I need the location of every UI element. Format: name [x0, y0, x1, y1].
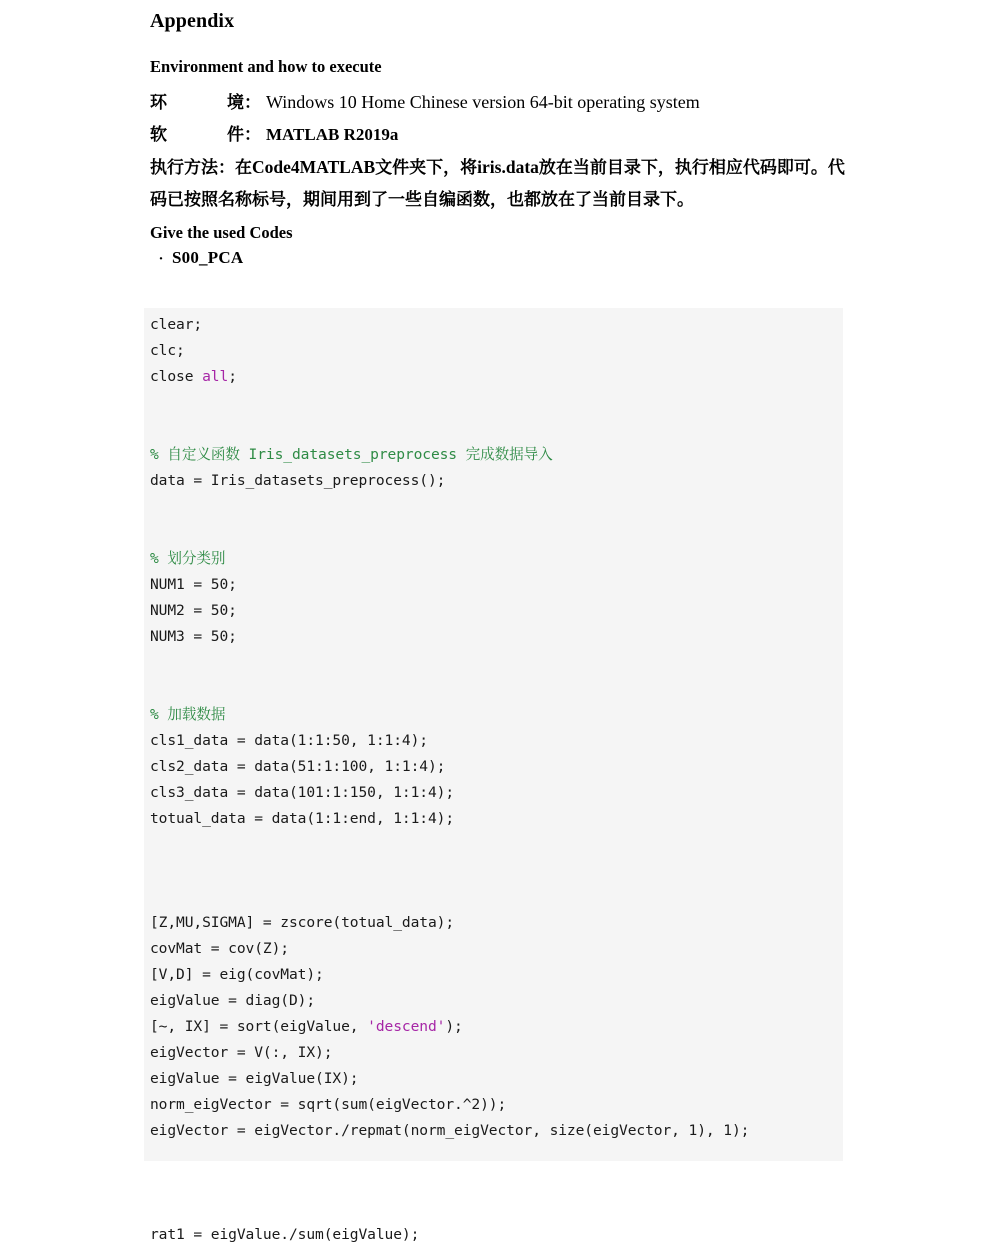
- software-row-colon: ：: [244, 125, 261, 145]
- code-line: [150, 442, 843, 468]
- code-token-plain: totual_data = data(1:1:end, 1:1:4);: [150, 810, 455, 827]
- code-line: [150, 1092, 843, 1118]
- code-line: [150, 910, 843, 936]
- exec-paragraph-run-1: Code4MATLAB: [252, 157, 376, 177]
- code-token-plain: clear;: [150, 316, 203, 333]
- code-line: [150, 884, 843, 910]
- code-token-plain: [~, IX] = sort(eigValue,: [150, 1018, 368, 1035]
- code-line: [150, 598, 843, 624]
- code-token-plain: NUM1 = 50;: [150, 576, 237, 593]
- environment-row: [150, 87, 850, 119]
- code-token-plain: cls2_data = data(51:1:100, 1:1:4);: [150, 758, 446, 775]
- code-token-plain: data = Iris_datasets_preprocess();: [150, 472, 446, 489]
- code-line: [150, 1066, 843, 1092]
- code-line: [150, 312, 843, 338]
- code-line: [150, 390, 843, 416]
- code-token-plain: eigValue = diag(D);: [150, 992, 316, 1009]
- exec-paragraph-run-3: iris.data: [477, 157, 539, 177]
- code-line: [150, 988, 843, 1014]
- software-row-label: 软件: [150, 125, 244, 145]
- code-line: [150, 364, 843, 390]
- codes-heading: Give the used Codes: [150, 223, 293, 242]
- code-token-keyword: all: [202, 368, 229, 385]
- code-line: [150, 702, 843, 728]
- bullet-dot-icon: ·: [158, 251, 164, 267]
- code-token-plain: cls3_data = data(101:1:150, 1:1:4);: [150, 784, 455, 801]
- code-token-comment: % 加载数据: [150, 706, 226, 723]
- code-token-plain: cls1_data = data(1:1:50, 1:1:4);: [150, 732, 428, 749]
- code-token-plain: eigValue = eigValue(IX);: [150, 1070, 359, 1087]
- code-bullet-item: [150, 246, 850, 271]
- code-line: [150, 494, 843, 520]
- code-line: [150, 962, 843, 988]
- code-line: [150, 468, 843, 494]
- code-token-plain: eigVector = V(:, IX);: [150, 1044, 333, 1061]
- code-token-plain: NUM3 = 50;: [150, 628, 237, 645]
- code-token-plain: close: [150, 368, 203, 385]
- code-line: [150, 338, 843, 364]
- code-token-plain: norm_eigVector = sqrt(sum(eigVector.^2));: [150, 1096, 507, 1113]
- code-line: [150, 1040, 843, 1066]
- code-line: [150, 1196, 843, 1222]
- code-line: [150, 1118, 843, 1144]
- code-line: [150, 832, 843, 858]
- exec-paragraph-run-0: 执行方法：在: [150, 158, 252, 178]
- code-line: [150, 624, 843, 650]
- code-token-plain: clc;: [150, 342, 185, 359]
- exec-paragraph-run-2: 文件夹下，将: [375, 158, 478, 178]
- code-line: [150, 1222, 843, 1248]
- page-title: Appendix: [150, 10, 235, 32]
- exec-paragraph-run-4: 放在当前目录下，执行相应代码即可。代码已按照名称标号，期间用到了一些自编函数，也都放在了当前目录下。: [150, 158, 845, 210]
- environment-row-colon: ：: [244, 93, 261, 113]
- software-row-value: MATLAB R2019a: [266, 125, 399, 144]
- code-block: [144, 308, 843, 1243]
- code-line: [150, 754, 843, 780]
- execution-method-paragraph: [150, 151, 852, 216]
- code-token-plain: [V,D] = eig(covMat);: [150, 966, 324, 983]
- code-token-plain: covMat = cov(Z);: [150, 940, 289, 957]
- code-token-plain: );: [445, 1018, 463, 1035]
- code-line: [150, 416, 843, 442]
- code-line: [150, 1014, 843, 1040]
- code-line: [150, 572, 843, 598]
- code-line: [150, 780, 843, 806]
- code-token-string: 'descend': [367, 1018, 446, 1035]
- code-token-plain: ;: [228, 368, 237, 385]
- code-token-comment: % 自定义函数 Iris_datasets_preprocess 完成数据导入: [150, 446, 553, 463]
- code-line: [150, 806, 843, 832]
- code-token-plain: NUM2 = 50;: [150, 602, 237, 619]
- environment-row-value: Windows 10 Home Chinese version 64-bit operating system: [266, 92, 700, 112]
- prose-section: [150, 8, 850, 271]
- code-line: [150, 858, 843, 884]
- code-token-comment: % 划分类别: [150, 550, 226, 567]
- code-line: [150, 520, 843, 546]
- code-line: [150, 546, 843, 572]
- code-line: [150, 728, 843, 754]
- environment-row-label: 环境: [150, 93, 244, 113]
- code-line: [150, 676, 843, 702]
- code-line: [150, 936, 843, 962]
- code-token-plain: [Z,MU,SIGMA] = zscore(totual_data);: [150, 914, 455, 931]
- code-line: [150, 650, 843, 676]
- code-line: [150, 1170, 843, 1196]
- software-row: [150, 119, 850, 151]
- code-lines-container: [144, 308, 843, 1248]
- code-token-plain: eigVector = eigVector./repmat(norm_eigVector, size(eigVector, 1), 1);: [150, 1122, 750, 1139]
- code-bullet-label: S00_PCA: [172, 248, 244, 267]
- code-token-plain: rat1 = eigValue./sum(eigValue);: [150, 1226, 420, 1243]
- environment-heading: Environment and how to execute: [150, 57, 382, 76]
- code-line: [150, 1144, 843, 1170]
